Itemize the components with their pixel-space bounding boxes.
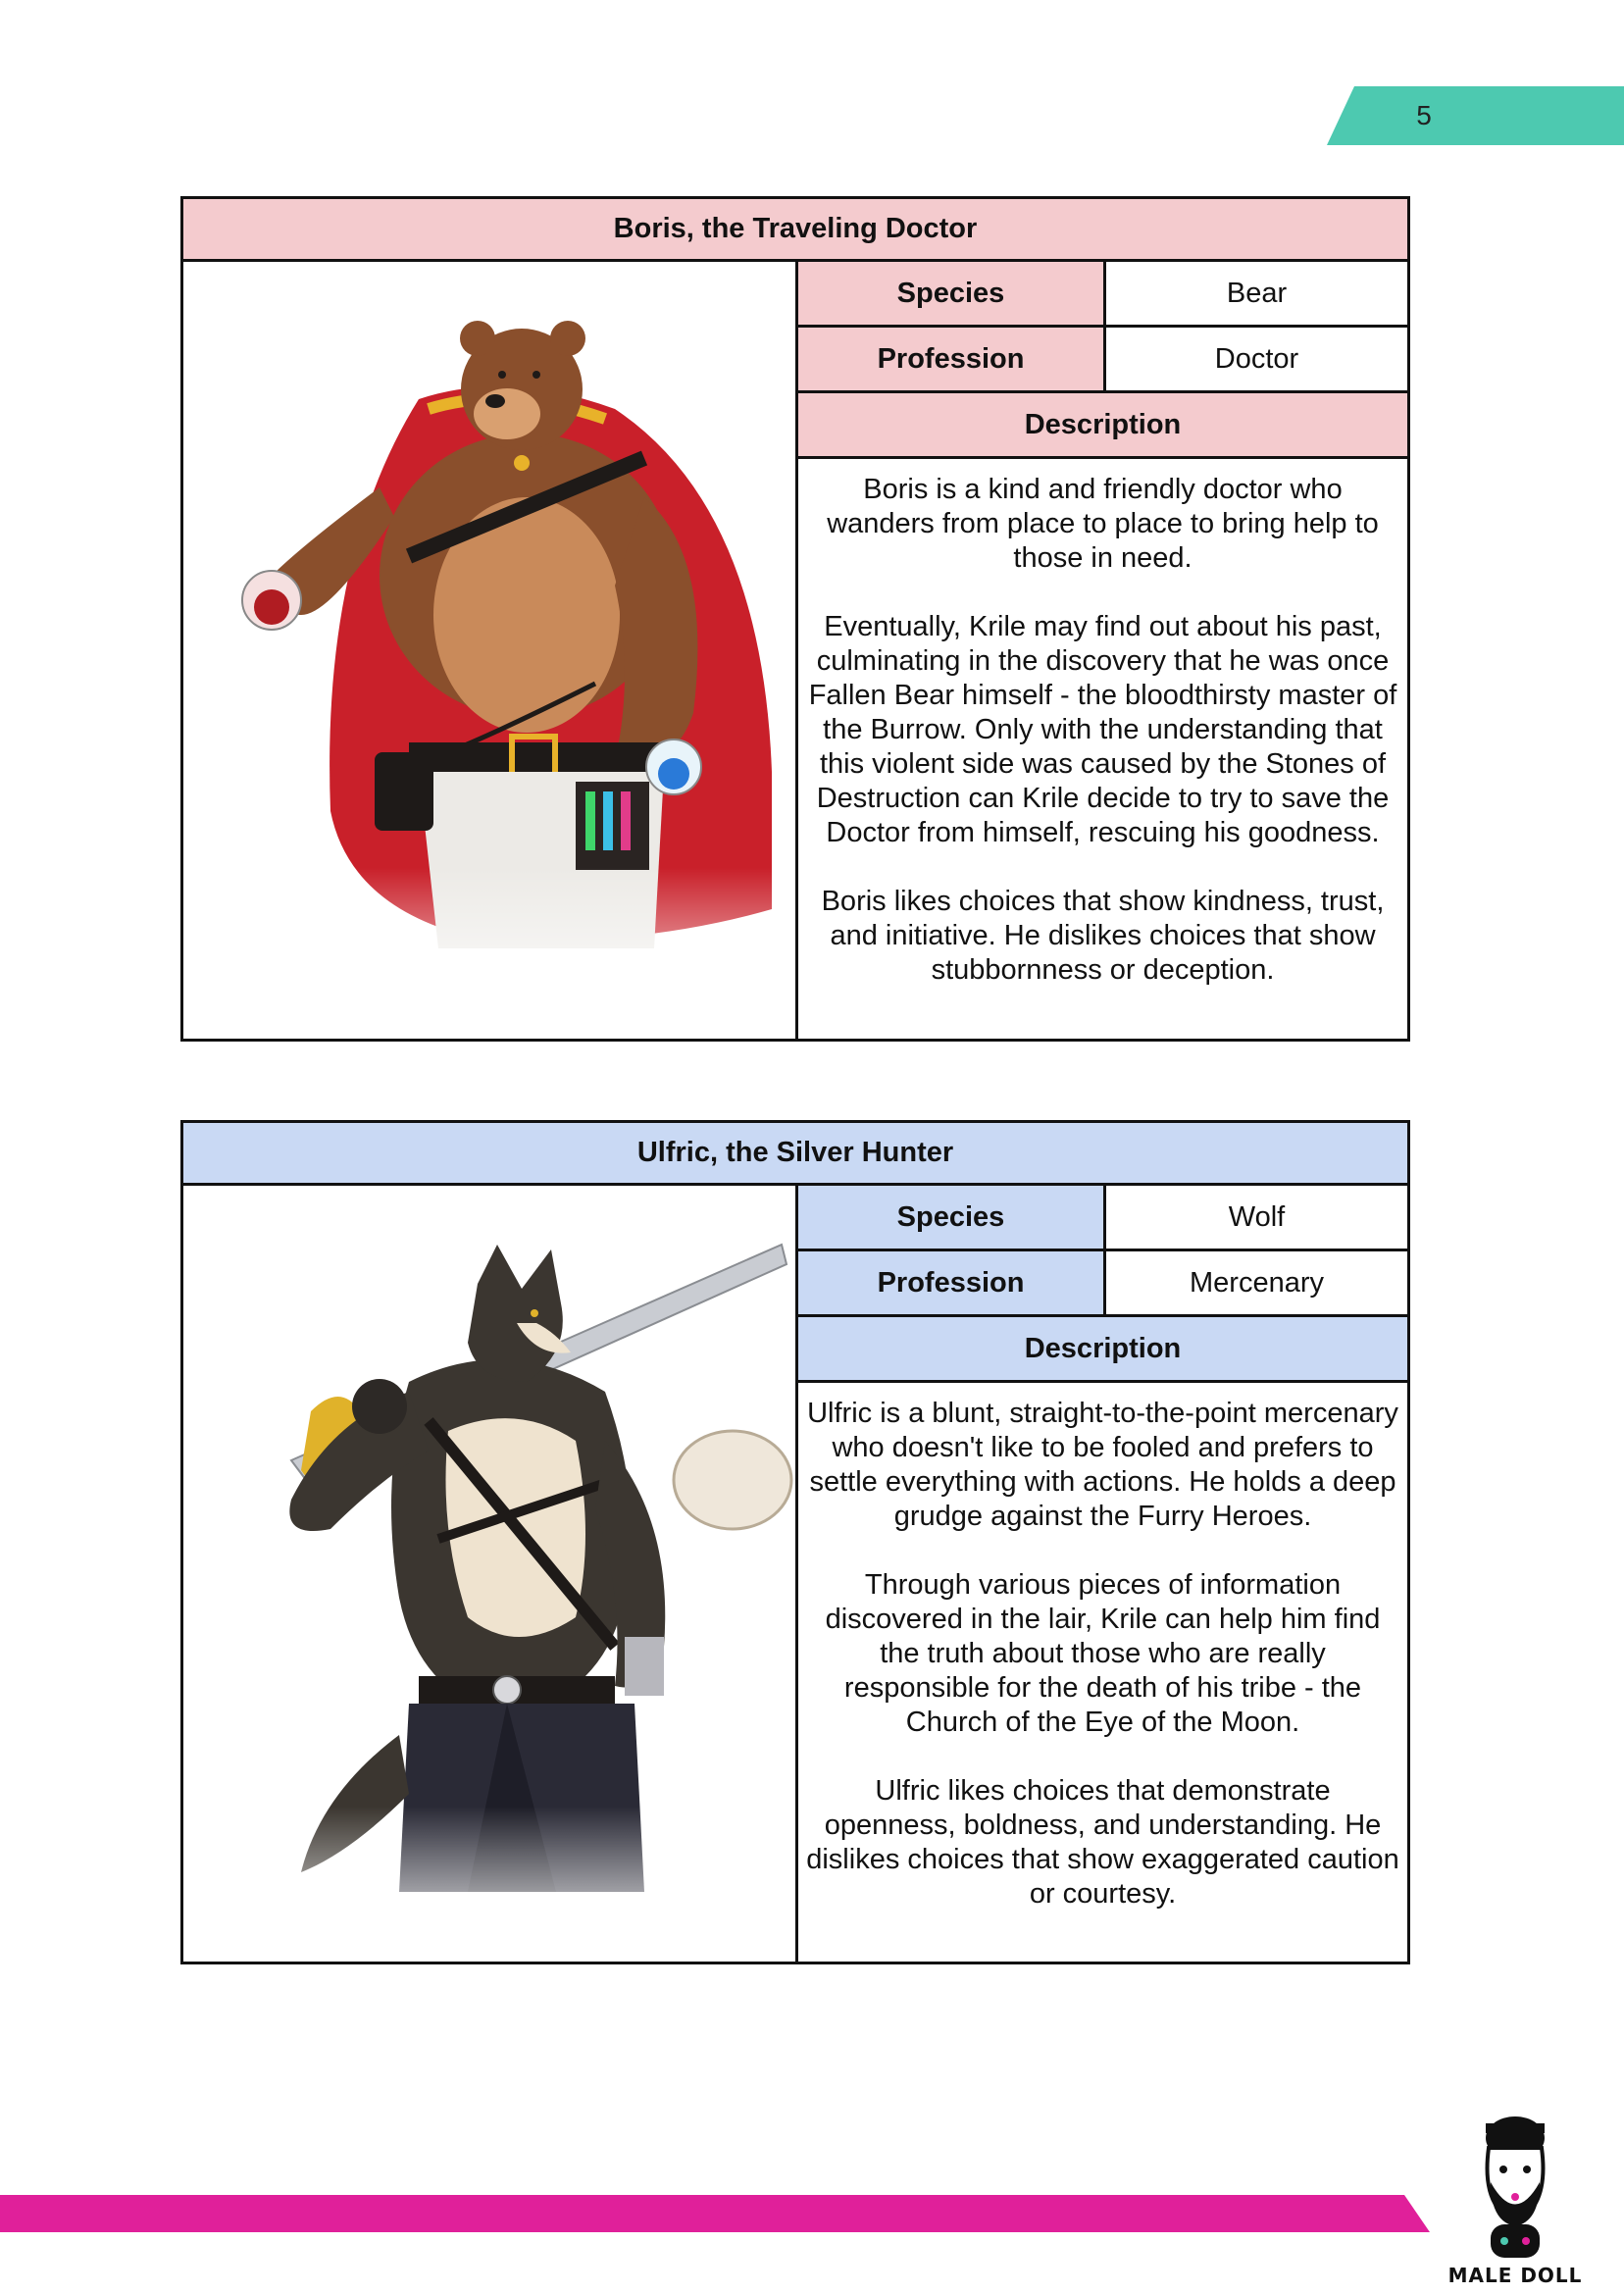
footer-accent-bar xyxy=(0,2195,1430,2232)
profession-label: Profession xyxy=(798,1251,1106,1314)
male-doll-logo xyxy=(1442,2099,1589,2291)
description-paragraph: Boris likes choices that show kindness, trust, and initiative. He dislikes choices that show stubbornness or deception. xyxy=(821,886,1385,986)
bear-illustration xyxy=(183,262,795,1039)
profession-row xyxy=(798,328,1407,393)
profession-value: Mercenary xyxy=(1190,1267,1324,1299)
species-row xyxy=(798,1186,1407,1251)
species-value: Bear xyxy=(1226,278,1288,309)
page-number: 5 xyxy=(1416,100,1432,130)
character-details xyxy=(798,1186,1407,1962)
character-card-ulfric xyxy=(180,1120,1410,1964)
description-paragraph: Ulfric likes choices that demonstrate openness, boldness, and understanding. He dislikes choices that show exaggerated caution or courtesy. xyxy=(806,1775,1399,1910)
species-row xyxy=(798,262,1407,328)
description-paragraph: Through various pieces of information discovered in the lair, Krile can help him find the truth about those who are really responsible for the death of his tribe - the Church of the Eye of the Moon. xyxy=(825,1569,1381,1738)
description-header xyxy=(798,393,1407,459)
character-details xyxy=(798,262,1407,1039)
species-label: Species xyxy=(798,1186,1106,1249)
profession-label: Profession xyxy=(798,328,1106,390)
character-card-boris xyxy=(180,196,1410,1042)
card-title: Boris, the Traveling Doctor xyxy=(183,199,1407,262)
wolf-illustration xyxy=(183,1186,795,1962)
description-text xyxy=(798,459,1407,1039)
species-value: Wolf xyxy=(1228,1201,1286,1233)
logo-wordmark: MALE DOLL xyxy=(1447,2264,1583,2287)
character-portrait-bear xyxy=(183,262,798,1039)
description-label: Description xyxy=(1024,1333,1182,1364)
description-paragraph: Eventually, Krile may find out about his past, culminating in the discovery that he was once Fallen Bear himself - the bloodthirsty master of the Burrow. Only with the understanding that this violent side was caused by the Stones of Destruction can Krile decide to try to save the Doctor from himself, rescuing his goodness. xyxy=(808,611,1397,848)
description-text xyxy=(798,1383,1407,1962)
profession-row xyxy=(798,1251,1407,1317)
description-label: Description xyxy=(1024,409,1182,440)
page-number-tab xyxy=(1327,86,1624,145)
card-title: Ulfric, the Silver Hunter xyxy=(183,1123,1407,1186)
description-paragraph: Boris is a kind and friendly doctor who wanders from place to place to bring help to those in need. xyxy=(827,474,1379,574)
species-label: Species xyxy=(798,262,1106,325)
description-paragraph: Ulfric is a blunt, straight-to-the-point mercenary who doesn't like to be fooled and prefers to settle everything with actions. He holds a deep grudge against the Furry Heroes. xyxy=(807,1398,1398,1532)
character-portrait-wolf xyxy=(183,1186,798,1962)
logo-mascot-icon xyxy=(1442,2099,1589,2264)
profession-value: Doctor xyxy=(1214,343,1299,375)
description-header xyxy=(798,1317,1407,1383)
